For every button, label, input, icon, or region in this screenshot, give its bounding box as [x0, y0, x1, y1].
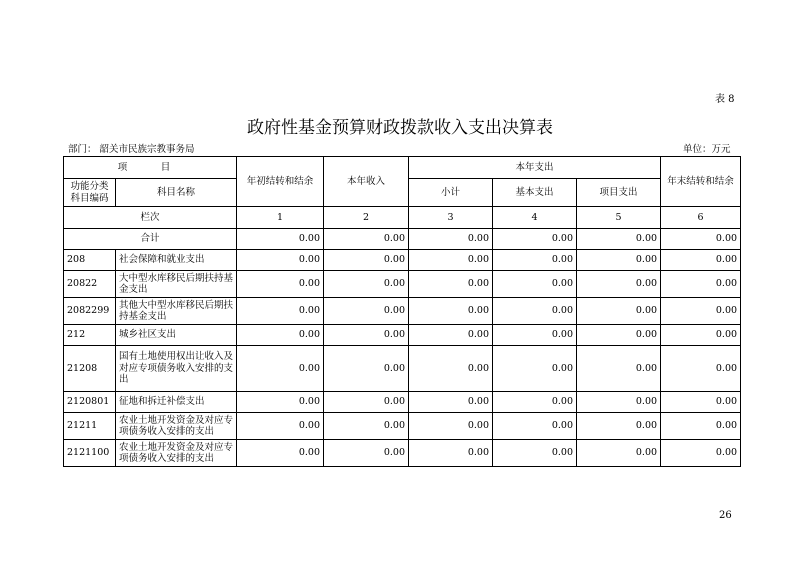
func-code-cell: 2120801	[64, 392, 116, 413]
func-code-cell: 21208	[64, 346, 116, 392]
table-row	[64, 346, 741, 392]
value-cell: 0.00	[493, 413, 577, 440]
value-cell: 0.00	[493, 440, 577, 467]
value-cell: 0.00	[237, 271, 324, 298]
value-cell: 0.00	[409, 346, 493, 392]
value-cell: 0.00	[493, 271, 577, 298]
value-cell: 0.00	[661, 440, 741, 467]
value-cell: 0.00	[577, 250, 661, 271]
subject-name-cell: 农业土地开发资金及对应专项债务收入安排的支出	[116, 440, 237, 467]
value-cell: 0.00	[577, 392, 661, 413]
column-number: 3	[409, 207, 493, 229]
header-subject-name: 科目名称	[116, 179, 237, 207]
value-cell: 0.00	[237, 346, 324, 392]
func-code-cell: 20822	[64, 271, 116, 298]
value-cell: 0.00	[577, 325, 661, 346]
column-number: 4	[493, 207, 577, 229]
func-code-cell: 208	[64, 250, 116, 271]
value-cell: 0.00	[409, 298, 493, 325]
value-cell: 0.00	[493, 298, 577, 325]
table-row	[64, 298, 741, 325]
page-title: 政府性基金预算财政拨款收入支出决算表	[247, 118, 553, 138]
table-number: 表 8	[715, 94, 735, 105]
value-cell: 0.00	[409, 271, 493, 298]
value-cell: 0.00	[324, 440, 409, 467]
value-cell: 0.00	[577, 440, 661, 467]
column-number-row	[64, 207, 741, 229]
subject-name-cell: 大中型水库移民后期扶持基金支出	[116, 271, 237, 298]
value-cell: 0.00	[493, 346, 577, 392]
value-cell: 0.00	[661, 229, 741, 250]
header-func-code: 功能分类 科目编码	[64, 179, 116, 207]
table-row	[64, 413, 741, 440]
table-row	[64, 440, 741, 467]
value-cell: 0.00	[409, 229, 493, 250]
unit-label: 单位：万元	[683, 144, 731, 155]
value-cell: 0.00	[324, 271, 409, 298]
value-cell: 0.00	[237, 392, 324, 413]
subject-name-cell: 社会保障和就业支出	[116, 250, 237, 271]
value-cell: 0.00	[493, 325, 577, 346]
value-cell: 0.00	[661, 250, 741, 271]
table-row	[64, 325, 741, 346]
value-cell: 0.00	[237, 440, 324, 467]
value-cell: 0.00	[493, 229, 577, 250]
subject-name-cell: 城乡社区支出	[116, 325, 237, 346]
func-code-cell: 21211	[64, 413, 116, 440]
value-cell: 0.00	[493, 250, 577, 271]
subject-name-cell: 其他大中型水库移民后期扶持基金支出	[116, 298, 237, 325]
table-row	[64, 392, 741, 413]
value-cell: 0.00	[577, 413, 661, 440]
subject-name-cell: 征地和拆迁补偿支出	[116, 392, 237, 413]
value-cell: 0.00	[237, 229, 324, 250]
value-cell: 0.00	[577, 298, 661, 325]
value-cell: 0.00	[409, 440, 493, 467]
value-cell: 0.00	[577, 229, 661, 250]
value-cell: 0.00	[409, 250, 493, 271]
value-cell: 0.00	[237, 250, 324, 271]
value-cell: 0.00	[324, 250, 409, 271]
value-cell: 0.00	[409, 413, 493, 440]
value-cell: 0.00	[493, 392, 577, 413]
total-row	[64, 229, 741, 250]
header-item: 项 目	[64, 157, 237, 179]
value-cell: 0.00	[409, 325, 493, 346]
budget-table	[63, 156, 741, 467]
header-income: 本年收入	[324, 157, 409, 207]
table-row	[64, 250, 741, 271]
header-expense-group: 本年支出	[409, 157, 661, 179]
value-cell: 0.00	[324, 229, 409, 250]
header-row-1	[64, 157, 741, 179]
value-cell: 0.00	[661, 413, 741, 440]
value-cell: 0.00	[237, 413, 324, 440]
column-label: 栏次	[64, 207, 237, 229]
value-cell: 0.00	[661, 298, 741, 325]
value-cell: 0.00	[324, 346, 409, 392]
func-code-cell: 2121100	[64, 440, 116, 467]
table-row	[64, 271, 741, 298]
column-number: 6	[661, 207, 741, 229]
value-cell: 0.00	[324, 325, 409, 346]
value-cell: 0.00	[324, 298, 409, 325]
header-closing: 年末结转和结余	[661, 157, 741, 207]
column-number: 2	[324, 207, 409, 229]
value-cell: 0.00	[237, 298, 324, 325]
value-cell: 0.00	[324, 413, 409, 440]
header-subtotal: 小计	[409, 179, 493, 207]
func-code-cell: 2082299	[64, 298, 116, 325]
value-cell: 0.00	[237, 325, 324, 346]
column-number: 5	[577, 207, 661, 229]
header-project: 项目支出	[577, 179, 661, 207]
value-cell: 0.00	[409, 392, 493, 413]
department-label: 部门： 韶关市民族宗教事务局	[68, 144, 195, 155]
value-cell: 0.00	[577, 271, 661, 298]
page-number: 26	[719, 510, 732, 521]
value-cell: 0.00	[661, 346, 741, 392]
subject-name-cell: 农业土地开发资金及对应专项债务收入安排的支出	[116, 413, 237, 440]
func-code-cell: 212	[64, 325, 116, 346]
header-basic: 基本支出	[493, 179, 577, 207]
value-cell: 0.00	[324, 392, 409, 413]
total-label: 合计	[64, 229, 237, 250]
value-cell: 0.00	[661, 271, 741, 298]
value-cell: 0.00	[577, 346, 661, 392]
value-cell: 0.00	[661, 325, 741, 346]
subject-name-cell: 国有土地使用权出让收入及对应专项债务收入安排的支出	[116, 346, 237, 392]
column-number: 1	[237, 207, 324, 229]
value-cell: 0.00	[661, 392, 741, 413]
header-opening: 年初结转和结余	[237, 157, 324, 207]
